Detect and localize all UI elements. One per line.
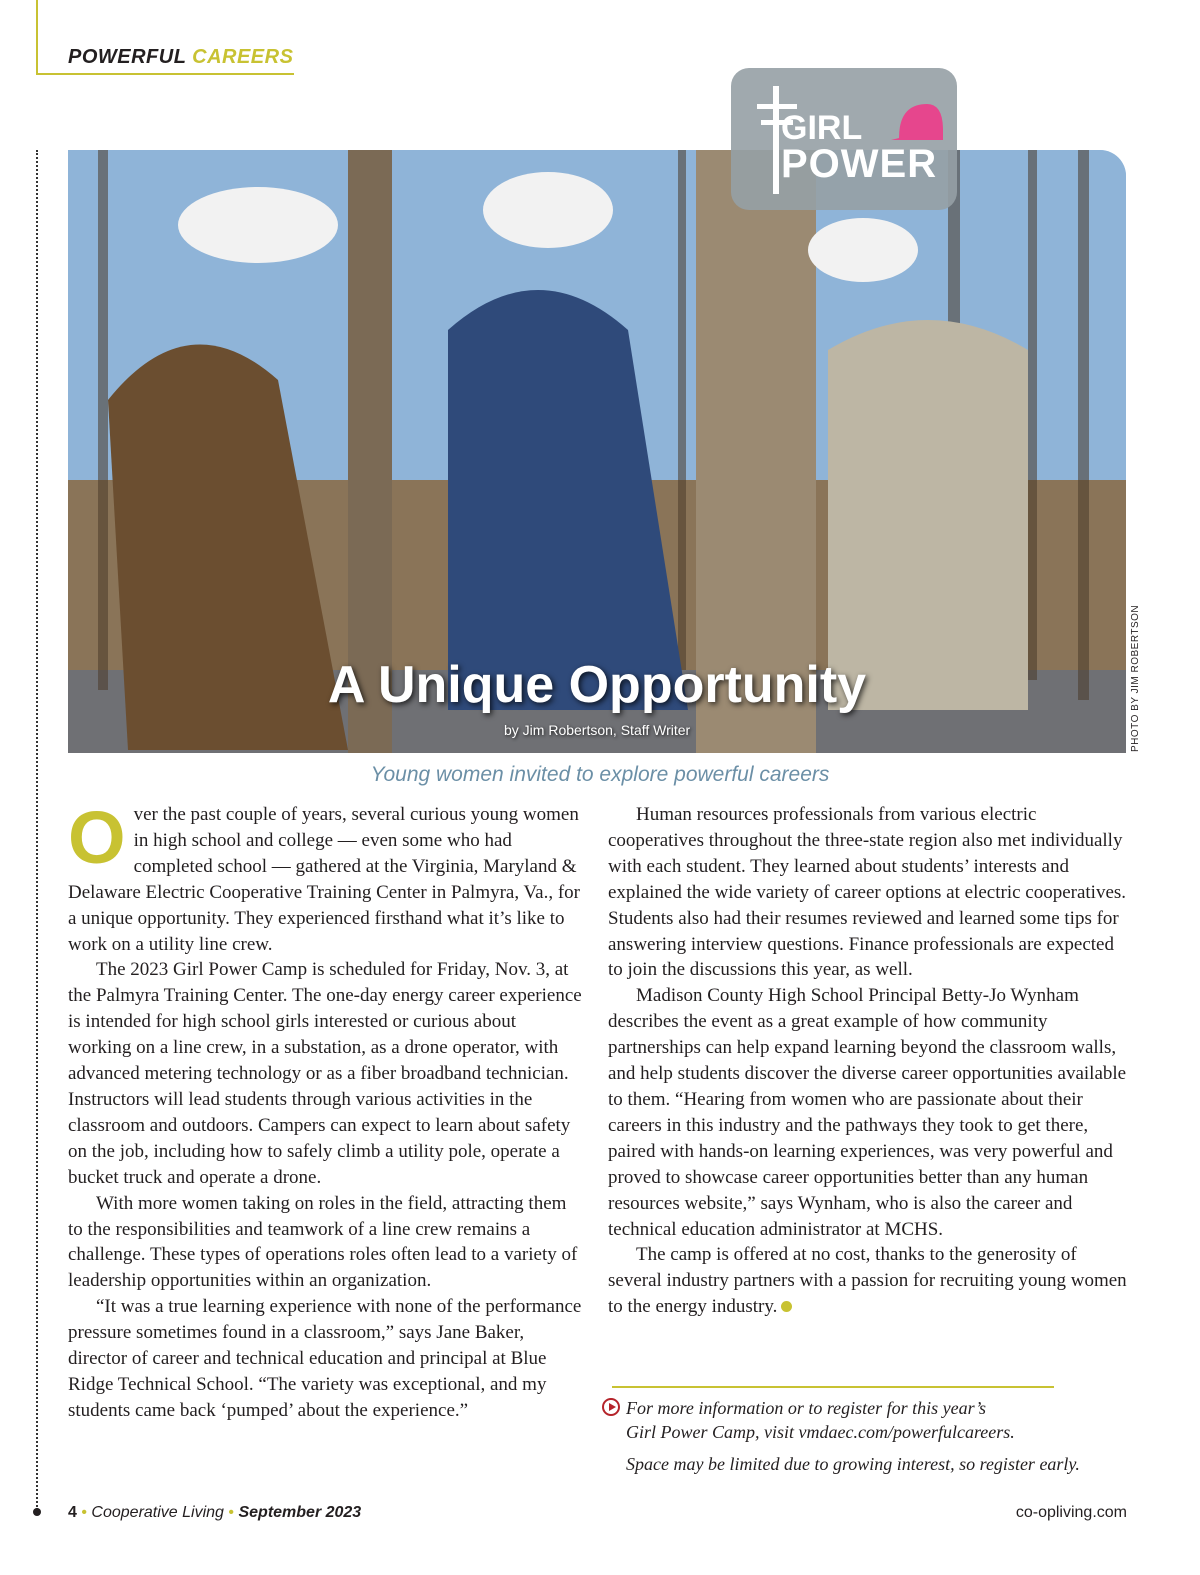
issue-date: September 2023 [238,1504,362,1521]
footer-site-link[interactable]: co-opliving.com [1015,1504,1127,1521]
right-paragraph-2: Madison County High School Principal Betty-Jo Wynham describes the event as a great example of how community partnerships can help expand learning beyond the classroom walls, and help students discover the diverse career opportunities available to them. “Hearing from women who are passionate about their careers in this industry and the pathways they took to get there, paired with hands-on learning experiences, was very powerful and proved to showcase career opportunities better than any human resources website,” says Wynham, who is also the career and technical education administrator at MCHS. [608,985,1127,1240]
top-accent-line [36,0,38,75]
byline: by Jim Robertson, Staff Writer [504,722,691,738]
logo-text [781,109,938,186]
play-arrow-icon [602,1398,620,1416]
footer-left [68,1504,361,1522]
right-column [608,802,1128,1320]
info-box [626,1396,1106,1476]
end-of-article-dot [781,1301,792,1312]
left-paragraph-3: With more women taking on roles in the field, attracting them to the responsibilities and teamwork of a line crew remains a challenge. These types of operations roles often lead to a variety of leadership opportunities within an organization. [68,1192,578,1292]
photo-credit: PHOTO BY JIM ROBERTSON [1130,604,1141,752]
logo-line2: POWER [781,142,938,186]
left-paragraph-4: “It was a true learning experience with none of the performance pressure sometimes found in a classroom,” says Jane Baker, director of career and technical education and principal at Blue Ridge Technical School. “The variety was exceptional, and my students came back ‘pumped’ about the experience.” [68,1296,582,1421]
logo-line1: GIRL [781,109,863,147]
right-paragraph-1: Human resources professionals from various electric cooperatives throughout the three-state region also met individually with each student. They learned about students’ interests and explained the wide variety of career options at electric cooperatives. Students also had their resumes reviewed and learned some tips for answering interview questions. Finance professionals are expected to join the discussions this year, as well. [608,804,1127,981]
dropcap: O [68,796,126,879]
headline: A Unique Opportunity [327,656,867,714]
info-line-3: Space may be limited due to growing interest, so register early. [626,1454,1080,1474]
hero-photo [68,150,1126,753]
section-label-word1: POWERFUL [68,46,187,68]
dotted-margin-line [36,150,38,1510]
section-label [68,46,293,69]
deck: Young women invited to explore powerful careers [370,763,830,786]
info-line-1: For more information or to register for this year’s [626,1398,987,1418]
right-paragraph-3 [608,1242,1128,1320]
section-label-word2: CAREERS [192,46,294,68]
left-column [68,796,584,1424]
margin-end-dot [33,1508,41,1516]
magazine-name: Cooperative Living [91,1504,224,1521]
girl-power-logo [731,68,957,210]
page-number: 4 [68,1504,77,1521]
info-line-2: Girl Power Camp, visit vmdaec.com/powerfulcareers. [626,1422,1015,1442]
footer-bullet-2: • [228,1504,235,1521]
left-paragraph-1-text: ver the past couple of years, several curious young women in high school and college — even some who had completed school — gathered at the Virginia, Maryland & Delaware Electric Cooperative Training Center in Palmyra, Va., for a unique opportunity. They experienced firsthand what it’s like to work on a utility line crew. [68,804,580,955]
info-rule [612,1386,1054,1388]
left-paragraph-1 [68,796,584,957]
section-underline [36,73,294,75]
right-paragraph-3-text: The camp is offered at no cost, thanks to the generosity of several industry partners with a passion for recruiting young women to the energy industry. [608,1244,1127,1318]
left-paragraph-2: The 2023 Girl Power Camp is scheduled for Friday, Nov. 3, at the Palmyra Training Center. The one-day energy career experience is intended for high school girls interested or curious about working on a line crew, in a substation, as a drone operator, with advanced metering technology or as a fiber broadband technician. Instructors will lead students through various activities in the classroom and outdoors. Campers can expect to learn about safety on the job, including how to safely climb a utility pole, operate a bucket truck and operate a drone. [68,959,582,1188]
footer-bullet-1: • [81,1504,87,1521]
